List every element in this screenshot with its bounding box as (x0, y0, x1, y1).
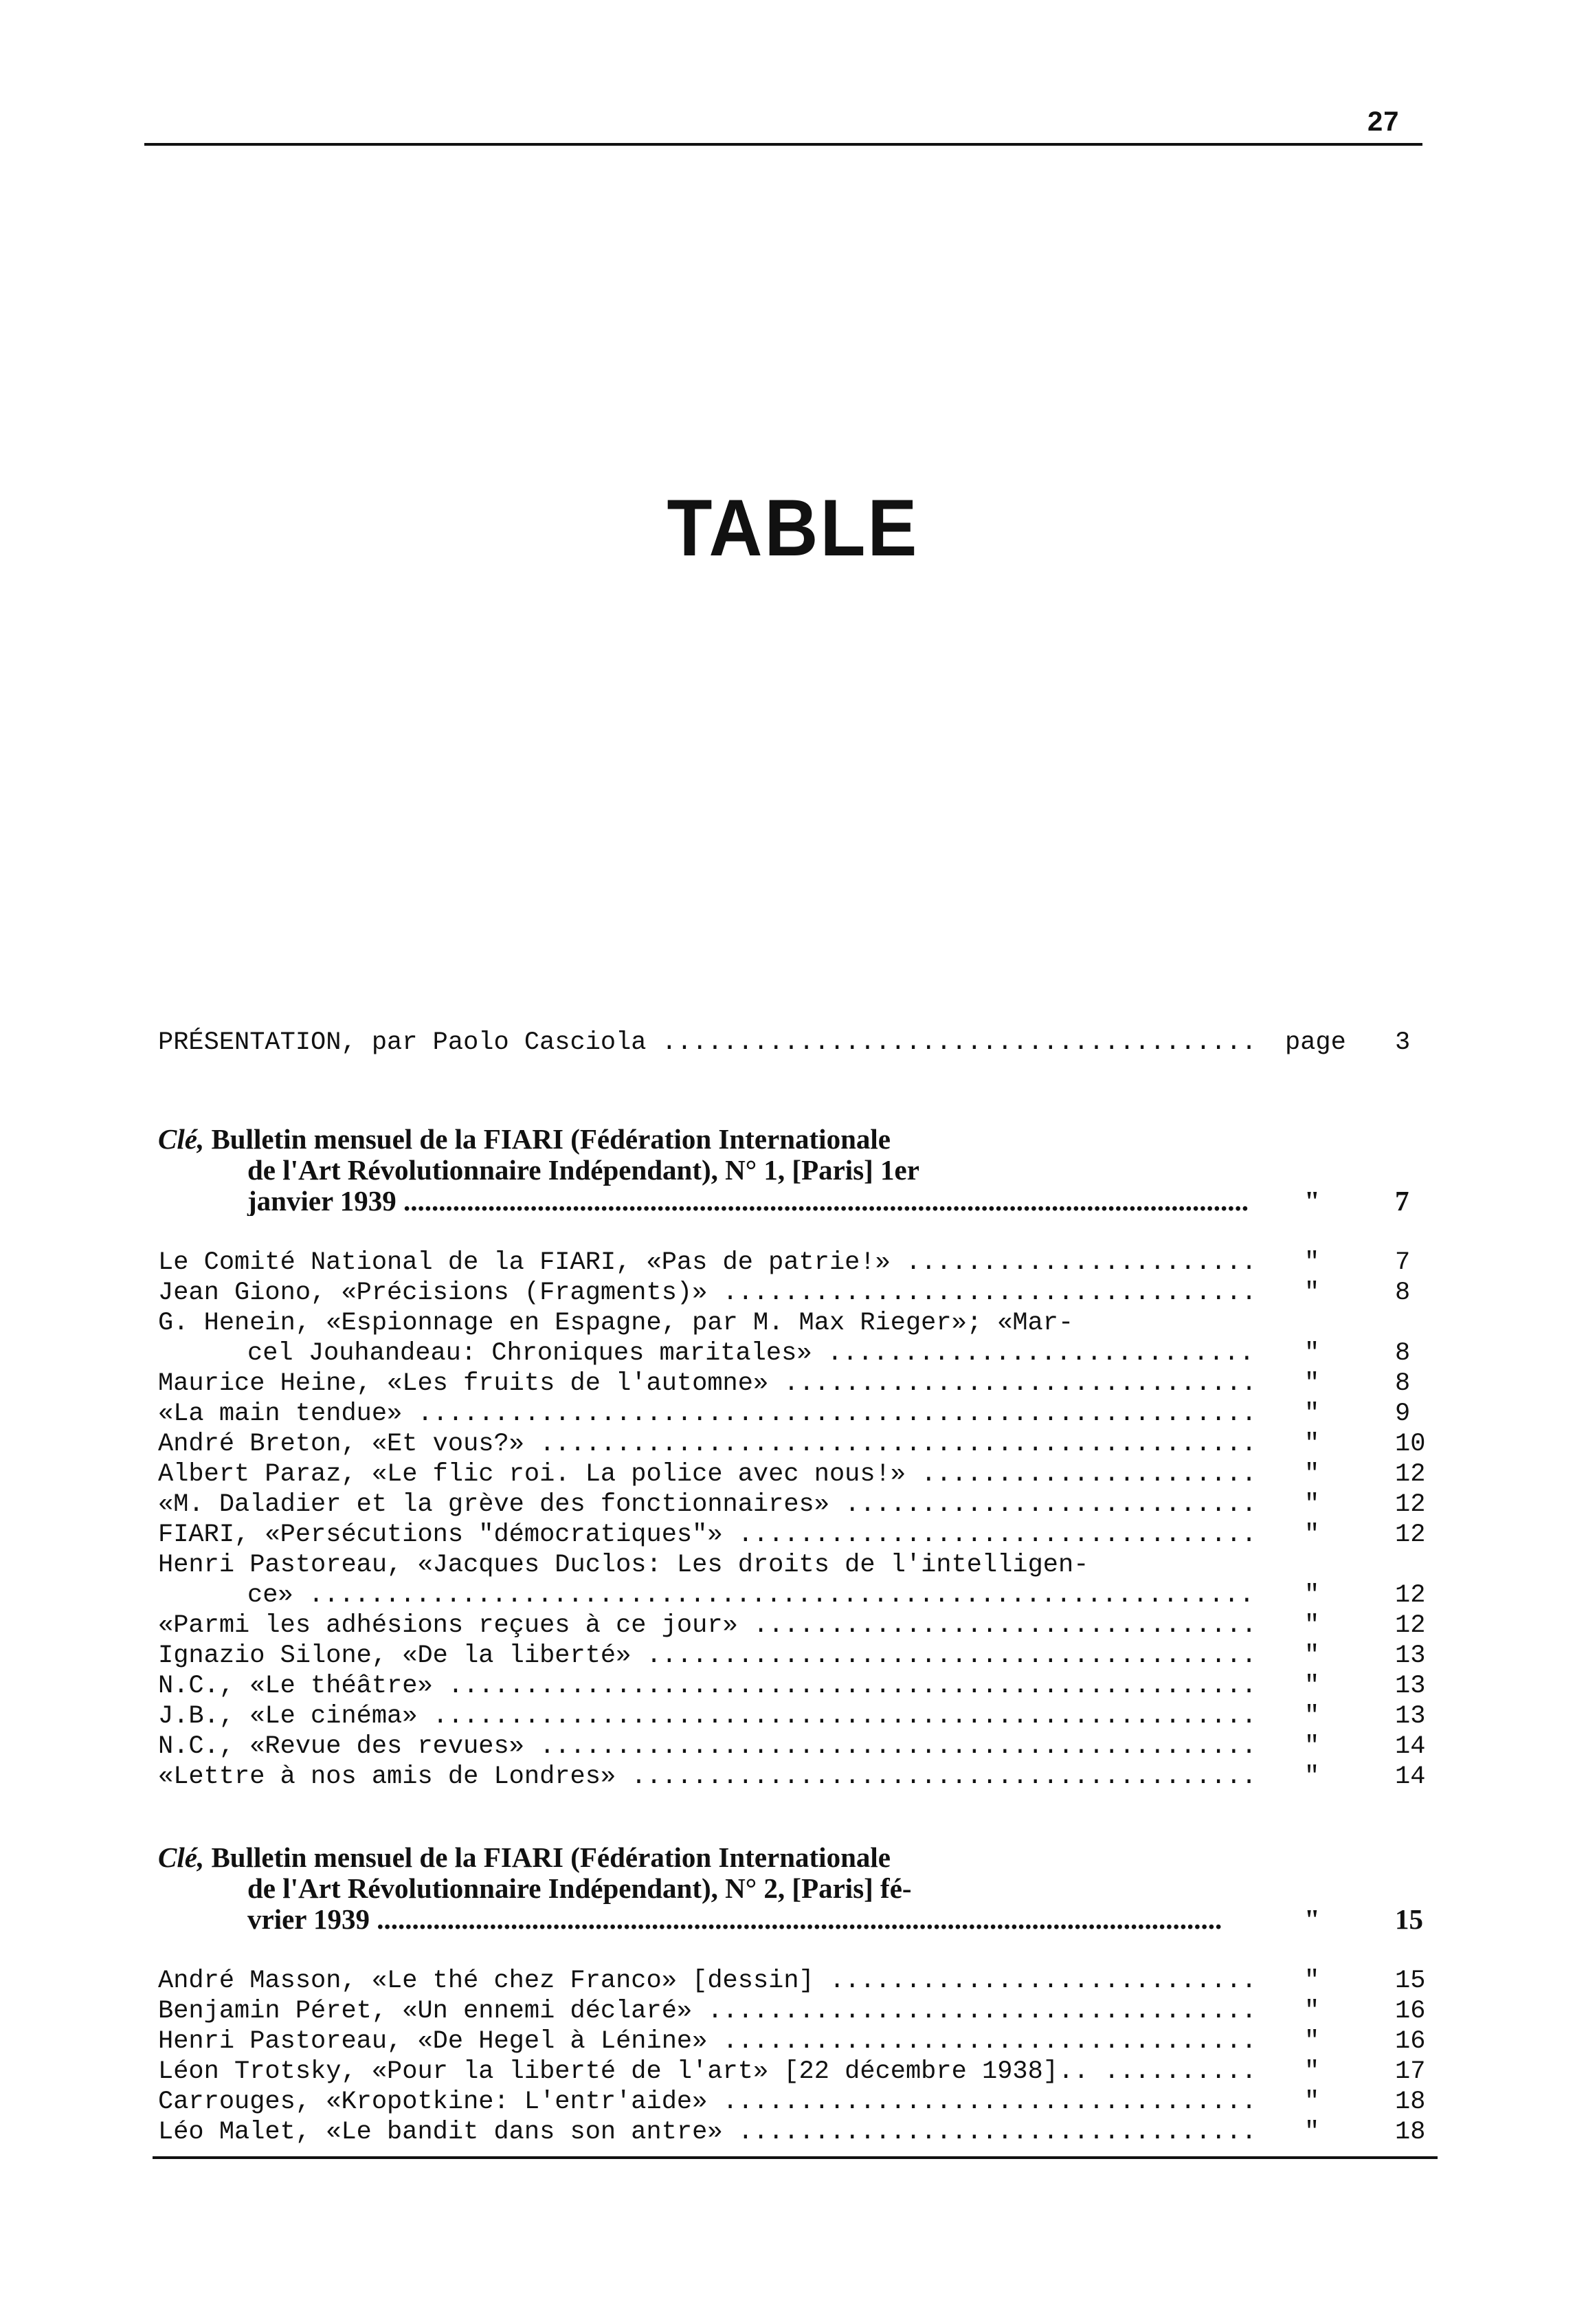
issue2-heading-line1 (158, 1842, 1450, 1872)
list-item: «Parmi les adhésions reçues à ce jour» ..... " 12 (158, 1611, 1450, 1641)
issue2-heading-line3 (158, 1904, 1450, 1934)
list-item: N.C., «Le théâtre» ..... " 13 (158, 1671, 1450, 1701)
issue1-page: 7 (1395, 1185, 1409, 1217)
list-item: «Lettre à nos amis de Londres» ..... " 14 (158, 1762, 1450, 1792)
issue2-title-italic: Clé, (158, 1841, 205, 1873)
page-number: 27 (1367, 107, 1400, 137)
list-item: Henri Pastoreau, «Jacques Duclos: Les droits de l'intelligen- (158, 1551, 1089, 1580)
page-title: TABLE (667, 483, 919, 573)
list-item: Henri Pastoreau, «De Hegel à Lénine» ..... " 16 (158, 2026, 1450, 2057)
issue1-title-italic: Clé, (158, 1123, 205, 1155)
list-item: André Breton, «Et vous?» ..... " 10 (158, 1429, 1450, 1459)
top-rule (144, 143, 1422, 146)
list-item: Carrouges, «Kropotkine: L'entr'aide» ..... " 18 (158, 2087, 1450, 2117)
issue1-ditto: " (1304, 1185, 1320, 1217)
list-item: Maurice Heine, «Les fruits de l'automne» ..... " 8 (158, 1369, 1450, 1399)
list-item: FIARI, «Persécutions "démocratiques"» ..... " 12 (158, 1520, 1450, 1550)
issue2-ditto: " (1304, 1903, 1320, 1935)
issue2-line1-rest: Bulletin mensuel de la FIARI (Fédération Internationale (204, 1841, 891, 1873)
list-item: «M. Daladier et la grève des fonctionnaires» ..... " 12 (158, 1490, 1450, 1520)
list-item: J.B., «Le cinéma» ..... " 13 (158, 1701, 1450, 1731)
list-item: G. Henein, «Espionnage en Espagne, par M. Max Rieger»; «Mar- (158, 1309, 1074, 1338)
list-item: Albert Paraz, «Le flic roi. La police avec nous!» ..... " 12 (158, 1459, 1450, 1490)
presentation-entry (158, 1028, 1450, 1058)
list-item: cel Jouhandeau: Chroniques maritales» ..... " 8 (158, 1338, 1450, 1369)
bottom-rule (153, 2156, 1438, 2159)
list-item: Léon Trotsky, «Pour la liberté de l'art» [22 décembre 1938].. ..... " 17 (158, 2057, 1450, 2087)
issue2-heading-line2: de l'Art Révolutionnaire Indépendant), N° 2, [Paris] fé- (247, 1872, 912, 1904)
issue1-heading-line3 (158, 1186, 1450, 1216)
issue1-line1-rest: Bulletin mensuel de la FIARI (Fédération Internationale (204, 1123, 891, 1155)
presentation-text: PRÉSENTATION, par Paolo Casciola ..... (158, 1028, 1254, 1058)
issue2-line3: vrier 1939 ..... (158, 1904, 1254, 1934)
list-item: Ignazio Silone, «De la liberté» ..... " 13 (158, 1641, 1450, 1671)
issue1-line3: janvier 1939 ..... (158, 1186, 1254, 1216)
issue1-heading-line2: de l'Art Révolutionnaire Indépendant), N° 1, [Paris] 1er (247, 1154, 919, 1186)
list-item: Jean Giono, «Précisions (Fragments)» ..... " 8 (158, 1278, 1450, 1308)
presentation-page-label: page (1285, 1028, 1346, 1057)
list-item: Benjamin Péret, «Un ennemi déclaré» ..... " 16 (158, 1996, 1450, 2026)
list-item: André Masson, «Le thé chez Franco» [dessin] ..... " 15 (158, 1966, 1450, 1996)
list-item: Léo Malet, «Le bandit dans son antre» ..... " 18 (158, 2117, 1450, 2147)
list-item: «La main tendue» ..... " 9 (158, 1399, 1450, 1429)
issue1-heading-line1 (158, 1124, 1450, 1154)
issue2-page: 15 (1395, 1903, 1423, 1935)
list-item: Le Comité National de la FIARI, «Pas de patrie!» ..... " 7 (158, 1248, 1450, 1278)
list-item: ce» ..... " 12 (158, 1580, 1450, 1611)
list-item: N.C., «Revue des revues» ..... " 14 (158, 1731, 1450, 1762)
presentation-page: 3 (1395, 1028, 1411, 1057)
